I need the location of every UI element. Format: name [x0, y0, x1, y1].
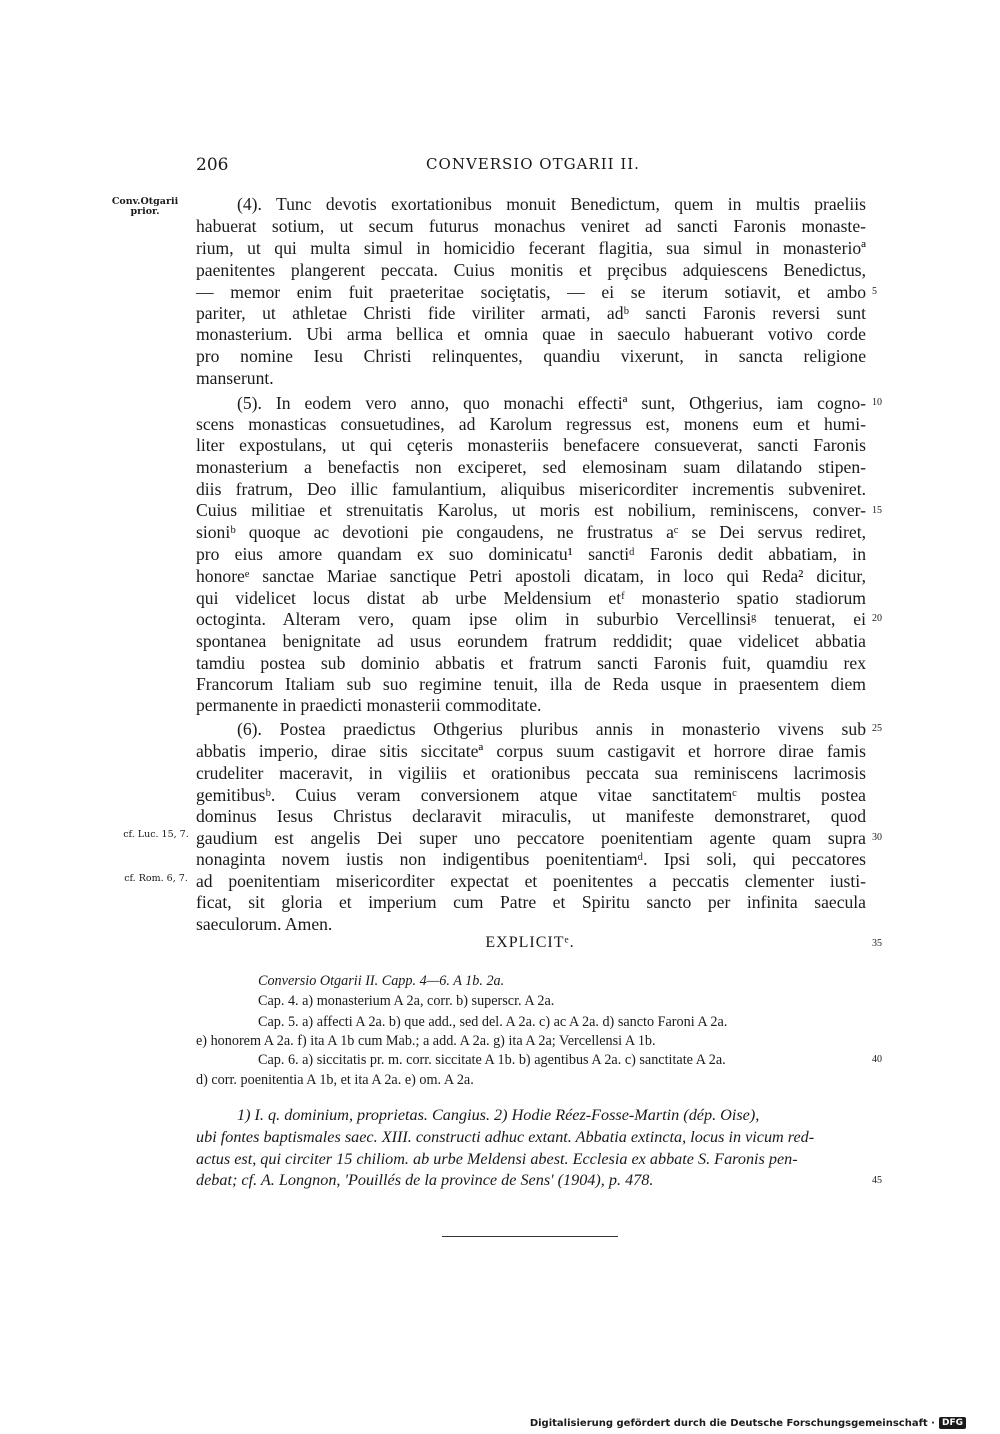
- dfg-logo: DFG: [939, 1417, 966, 1429]
- text-line: scens monasticas consuetudines, ad Karolum regressus est, monens eum et humi-: [196, 414, 866, 434]
- apparatus-line: Cap. 4. a) monasterium A 2a, corr. b) superscr. A 2a.: [258, 993, 555, 1009]
- text-line: qui videlicet locus distat ab urbe Meldensium etᶠ monasterio spatio stadiorum: [196, 588, 866, 608]
- line-number: 10: [872, 397, 882, 408]
- line-number: 25: [872, 723, 882, 734]
- text-line: habuerat sotium, ut secum futurus monachus veniret ad sancti Faronis monaste-: [196, 216, 866, 236]
- line-number: 30: [872, 832, 882, 843]
- explicit-heading: EXPLICITᵉ.: [485, 934, 575, 951]
- line-number: 20: [872, 613, 882, 624]
- text-line: saeculorum. Amen.: [196, 914, 333, 934]
- text-line: diis fratrum, Deo illic famulantium, aliquibus misericorditer incrementis subveniret.: [196, 479, 866, 499]
- digitization-footer: [530, 1417, 966, 1429]
- footnote-line: 1) I. q. dominium, proprietas. Cangius. 2) Hodie Réez-Fosse-Martin (dép. Oise),: [237, 1106, 760, 1124]
- text-line: — memor enim fuit praeteritae sociȩtatis, — ei se iterum sotiavit, et ambo: [196, 282, 866, 302]
- text-line: gemitibusᵇ. Cuius veram conversionem atque vitae sanctitatemᶜ multis postea: [196, 785, 866, 805]
- sidenote-rom: cf. Rom. 6, 7.: [124, 873, 188, 884]
- apparatus-line: Cap. 6. a) siccitatis pr. m. corr. siccitate A 1b. b) agentibus A 2a. c) sanctitate A 2a.: [258, 1052, 726, 1068]
- text-line: crudeliter maceravit, in vigiliis et orationibus peccata sua reminiscens lacrimosis: [196, 763, 866, 783]
- text-line: honoreᵉ sanctae Mariae sanctique Petri apostoli dicatam, in loco qui Reda² dicitur,: [196, 566, 866, 586]
- text-line: ficat, sit gloria et imperium cum Patre et Spiritu sancto per infinita saecula: [196, 892, 866, 912]
- text-line: octoginta. Alteram vero, quam ipse olim in suburbio Vercellinsiᵍ tenuerat, ei: [196, 609, 866, 629]
- text-line: ad poenitentiam misericorditer expectat et poenitentes a peccatis clementer iusti-: [196, 871, 866, 891]
- text-line: pro nomine Iesu Christi relinquentes, quandiu vixerunt, in sancta religione: [196, 346, 866, 366]
- footnote-line: actus est, qui circiter 15 chiliom. ab urbe Meldensi abest. Ecclesia ex abbate S. Faronis pen-: [196, 1150, 798, 1168]
- text-line: (4). Tunc devotis exortationibus monuit Benedictum, quem in multis praeliis: [237, 194, 866, 214]
- line-number: 45: [872, 1175, 882, 1186]
- sidenote-luc: cf. Luc. 15, 7.: [123, 829, 189, 840]
- text-line: monasterium a benefactis non exciperet, sed elemosinam suam dilatando stipen-: [196, 457, 866, 477]
- text-line: spontanea benignitate ad usus eorundem fratrum reddidit; quae videlicet abbatia: [196, 631, 866, 651]
- apparatus-line: Cap. 5. a) affecti A 2a. b) que add., sed del. A 2a. c) ac A 2a. d) sancto Faroni A 2a.: [258, 1014, 728, 1030]
- text-line: permanente in praedicti monasterii commoditate.: [196, 695, 542, 715]
- text-line: Cuius militiae et strenuitatis Karolus, ut moris est nobilium, reminiscens, conver-: [196, 500, 866, 520]
- text-line: Francorum Italiam sub suo regimine tenuit, illa de Reda usque in praesentem diem: [196, 674, 866, 694]
- text-line: (6). Postea praedictus Othgerius pluribus annis in monasterio vivens sub: [237, 719, 866, 739]
- line-number: 15: [872, 505, 882, 516]
- text-line: pariter, ut athletae Christi fide viriliter armati, adᵇ sancti Faronis reversi sunt: [196, 303, 866, 323]
- text-line: nonaginta novem iustis non indigentibus poenitentiamᵈ. Ipsi soli, qui peccatores: [196, 849, 866, 869]
- line-number: 5: [872, 286, 877, 297]
- apparatus-line: d) corr. poenitentia A 1b, et ita A 2a. e) om. A 2a.: [196, 1072, 474, 1088]
- text-line: monasterium. Ubi arma bellica et omnia quae in saeculo habuerant votivo corde: [196, 324, 866, 344]
- text-line: rium, ut qui multa simul in homicidio fecerant flagitia, sua simul in monasterioª: [196, 238, 866, 258]
- footnote-line: debat; cf. A. Longnon, 'Pouillés de la province de Sens' (1904), p. 478.: [196, 1171, 654, 1189]
- text-line: liter expostulans, ut qui cȩteris monasteriis benefacere consueverat, sancti Faronis: [196, 435, 866, 455]
- footer-text: Digitalisierung gefördert durch die Deutsche Forschungsgemeinschaft ·: [529, 1417, 935, 1429]
- text-line: abbatis imperio, dirae sitis siccitateª corpus suum castigavit et horrore dirae famis: [196, 741, 866, 761]
- closing-rule: [442, 1236, 618, 1237]
- line-number: 40: [872, 1054, 882, 1065]
- text-line: gaudium est angelis Dei super uno peccatore poenitentiam agente quam supra: [196, 828, 866, 848]
- sidenote-conv-otgarii: Conv.Otgarii prior.: [111, 196, 179, 217]
- text-line: sioniᵇ quoque ac devotioni pie congaudens, ne frustratus aᶜ se Dei servus rediret,: [196, 522, 866, 542]
- footnote-line: ubi fontes baptismales saec. XIII. constructi adhuc extant. Abbatia extincta, locus in vicum red-: [196, 1128, 815, 1146]
- text-line: (5). In eodem vero anno, quo monachi effectiª sunt, Othgerius, iam cogno-: [237, 393, 866, 413]
- line-number: 35: [872, 938, 882, 949]
- page-number: 206: [196, 155, 229, 175]
- apparatus-line: Conversio Otgarii II. Capp. 4—6. A 1b. 2a.: [258, 973, 505, 989]
- text-line: manserunt.: [196, 368, 274, 388]
- apparatus-line: e) honorem A 2a. f) ita A 1b cum Mab.; a add. A 2a. g) ita A 2a; Vercellensi A 1b.: [196, 1033, 656, 1049]
- running-title: CONVERSIO OTGARII II.: [426, 155, 640, 173]
- text-line: tamdiu postea sub dominio abbatis et fratrum sancti Faronis fuit, quamdiu rex: [196, 653, 866, 673]
- text-line: dominus Iesus Christus declaravit miraculis, ut manifeste demonstraret, quod: [196, 806, 866, 826]
- text-line: paenitentes plangerent peccata. Cuius monitis et prȩcibus adquiescens Benedictus,: [196, 260, 866, 280]
- text-line: pro eius amore quandam ex suo dominicatu¹ sanctiᵈ Faronis dedit abbatiam, in: [196, 544, 866, 564]
